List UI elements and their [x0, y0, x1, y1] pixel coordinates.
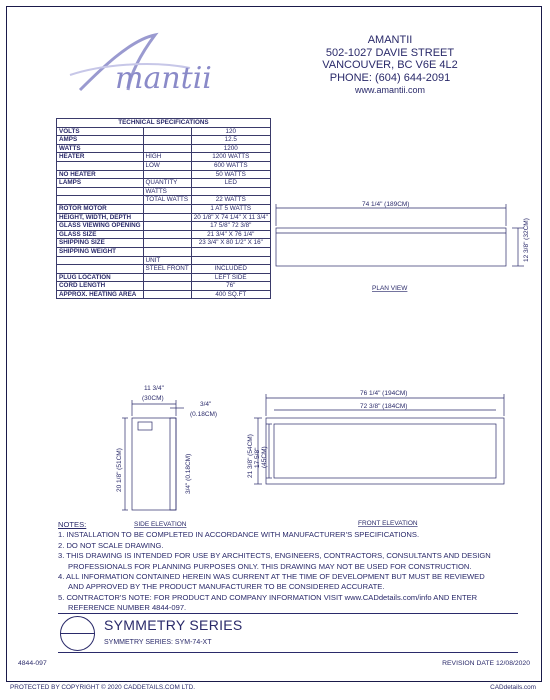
spec-label: SHIPPING WEIGHT — [57, 247, 144, 256]
series-title: SYMMETRY SERIES — [104, 617, 243, 633]
spec-value: LED — [191, 179, 270, 188]
spec-label: HEIGHT, WIDTH, DEPTH — [57, 213, 144, 222]
reference-number: 4844-097 — [18, 660, 47, 667]
side-height-label: 20 1/8" (51CM) — [116, 448, 123, 492]
spec-sublabel: LOW — [143, 161, 191, 170]
series-circle-divider — [60, 633, 95, 634]
spec-sublabel — [143, 230, 191, 239]
side-thickness-inches: 3/4" — [200, 401, 212, 408]
spec-label: VOLTS — [57, 127, 144, 136]
spec-sublabel — [143, 282, 191, 291]
spec-value — [191, 187, 270, 196]
plan-view-caption: PLAN VIEW — [372, 285, 408, 292]
spec-value: 17 5/8" 72 3/8" — [191, 222, 270, 231]
revision-date: REVISION DATE 12/08/2020 — [442, 660, 530, 667]
spec-label — [57, 265, 144, 274]
spec-label — [57, 196, 144, 205]
technical-specifications-table — [56, 118, 271, 299]
spec-value: 50 WATTS — [191, 170, 270, 179]
spec-row — [57, 144, 271, 153]
spec-row — [57, 187, 271, 196]
spec-label — [57, 161, 144, 170]
spec-row — [57, 153, 271, 162]
spec-row — [57, 222, 271, 231]
spec-sublabel — [143, 213, 191, 222]
spec-value: 1200 — [191, 144, 270, 153]
svg-text:mantii: mantii — [115, 61, 212, 96]
plan-width-label: 74 1/4" (189CM) — [362, 201, 410, 208]
plan-depth-label: 12 3/8" (32CM) — [523, 218, 530, 262]
front-outer-width: 76 1/4" (194CM) — [360, 390, 408, 397]
copyright-notice: PROTECTED BY COPYRIGHT © 2020 CADDETAILS.COM LTD. — [10, 684, 195, 691]
spec-sublabel — [143, 290, 191, 299]
spec-row — [57, 204, 271, 213]
company-phone: PHONE: (604) 644-2091 — [329, 71, 451, 84]
side-elevation-drawing — [110, 382, 250, 532]
spec-label: NO HEATER — [57, 170, 144, 179]
spec-label: PLUG LOCATION — [57, 273, 144, 282]
note-item: 2. DO NOT SCALE DRAWING. — [58, 540, 164, 550]
spec-label: HEATER — [57, 153, 144, 162]
spec-value: 400 SQ.FT — [191, 290, 270, 299]
spec-label: AMPS — [57, 136, 144, 145]
spec-sublabel — [143, 239, 191, 248]
amantii-logo — [60, 30, 280, 100]
spec-value: 21 3/4" X 76 1/4" — [191, 230, 270, 239]
spec-row — [57, 290, 271, 299]
spec-label: ROTOR MOTOR — [57, 204, 144, 213]
front-inner-height-in: 17 5/8" — [254, 447, 261, 468]
spec-row — [57, 239, 271, 248]
spec-value: 600 WATTS — [191, 161, 270, 170]
spec-value — [191, 256, 270, 265]
side-depth-inches: 11 3/4" — [144, 385, 164, 392]
spec-row — [57, 282, 271, 291]
spec-sublabel — [143, 273, 191, 282]
title-block-bottom-line — [58, 652, 518, 653]
spec-sublabel: WATTS — [143, 187, 191, 196]
company-street: 502-1027 DAVIE STREET — [325, 46, 455, 59]
spec-label — [57, 187, 144, 196]
spec-value: 1 AT 5 WATTS — [191, 204, 270, 213]
spec-value: 76" — [191, 282, 270, 291]
note-item: 4. ALL INFORMATION CONTAINED HEREIN WAS CURRENT AT THE TIME OF DEVELOPMENT BUT MUST BE REVIEWED AND APPROVED BY THE PRODUCT MANUFACTURER TO BE CONSIDERED ACCURATE. — [58, 572, 485, 592]
spec-row — [57, 196, 271, 205]
company-city: VANCOUVER, BC V6E 4L2 — [322, 59, 458, 71]
spec-row — [57, 273, 271, 282]
spec-sublabel: TOTAL WATTS — [143, 196, 191, 205]
spec-value: 1200 WATTS — [191, 153, 270, 162]
front-elevation-drawing — [240, 382, 540, 532]
title-block-top-line — [58, 613, 518, 614]
plan-view-drawing — [262, 192, 532, 302]
spec-row — [57, 256, 271, 265]
side-depth-cm: (30CM) — [142, 395, 164, 402]
company-address — [300, 34, 480, 97]
spec-value: 20 1/8" X 74 1/4" X 11 3/4" — [191, 213, 270, 222]
note-item: 3. THIS DRAWING IS INTENDED FOR USE BY ARCHITECTS, ENGINEERS, CONTRACTORS, CONSULTANTS AND DESIGN PROFESSIONALS FOR PLANNING PURPOSES ONLY. THIS DRAWING MAY NOT BE USED FOR CONSTRUCTION. — [58, 551, 491, 571]
spec-sublabel — [143, 127, 191, 136]
notes-title: NOTES: — [58, 520, 87, 529]
front-outer-height: 21 3/8" (54CM) — [247, 434, 254, 478]
spec-value: 22 WATTS — [191, 196, 270, 205]
front-elevation-caption: FRONT ELEVATION — [358, 520, 418, 527]
spec-row — [57, 265, 271, 274]
spec-sublabel — [143, 204, 191, 213]
note-item: 1. INSTALLATION TO BE COMPLETED IN ACCORDANCE WITH MANUFACTURER'S SPECIFICATIONS. — [58, 530, 420, 540]
spec-label: GLASS SIZE — [57, 230, 144, 239]
spec-sublabel — [143, 136, 191, 145]
side-thickness-cm: (0.18CM) — [190, 411, 218, 418]
side-elevation-caption: SIDE ELEVATION — [134, 521, 187, 528]
spec-label: APPROX. HEATING AREA — [57, 290, 144, 299]
specs-header: TECHNICAL SPECIFICATIONS — [57, 119, 271, 128]
spec-row — [57, 179, 271, 188]
spec-label: GLASS VIEWING OPENING — [57, 222, 144, 231]
spec-sublabel: QUANTITY — [143, 179, 191, 188]
spec-row — [57, 161, 271, 170]
company-name: AMANTII — [367, 34, 413, 46]
spec-value: INCLUDED — [191, 265, 270, 274]
spec-label: CORD LENGTH — [57, 282, 144, 291]
spec-value — [191, 247, 270, 256]
spec-row — [57, 213, 271, 222]
spec-row — [57, 230, 271, 239]
spec-sublabel — [143, 247, 191, 256]
spec-row — [57, 136, 271, 145]
company-website: www.amantii.com — [354, 85, 426, 95]
side-glass-label: 3/4" (0.18CM) — [185, 453, 192, 494]
spec-label: WATTS — [57, 144, 144, 153]
spec-label — [57, 256, 144, 265]
spec-value: 12.5 — [191, 136, 270, 145]
spec-row — [57, 247, 271, 256]
spec-sublabel: HIGH — [143, 153, 191, 162]
spec-value: LEFT SIDE — [191, 273, 270, 282]
spec-label: SHIPPING SIZE — [57, 239, 144, 248]
notes-section — [58, 520, 498, 614]
spec-sublabel: STEEL FRONT — [143, 265, 191, 274]
spec-sublabel — [143, 222, 191, 231]
spec-sublabel — [143, 144, 191, 153]
caddetails-link[interactable]: CADdetails.com — [490, 684, 536, 691]
spec-label: LAMPS — [57, 179, 144, 188]
spec-value: 23 3/4" X 80 1/2" X 16" — [191, 239, 270, 248]
front-inner-width: 72 3/8" (184CM) — [360, 403, 408, 410]
series-subtitle: SYMMETRY SERIES: SYM-74-XT — [104, 639, 212, 646]
spec-value: 120 — [191, 127, 270, 136]
spec-sublabel — [143, 170, 191, 179]
spec-sublabel: UNIT — [143, 256, 191, 265]
note-item: 5. CONTRACTOR'S NOTE: FOR PRODUCT AND COMPANY INFORMATION VISIT www.CADdetails.com/info AND ENTER REFERENCE NUMBER 4844-097. — [58, 592, 478, 613]
spec-row — [57, 170, 271, 179]
spec-row — [57, 127, 271, 136]
front-inner-height-cm: (45CM) — [261, 446, 268, 468]
